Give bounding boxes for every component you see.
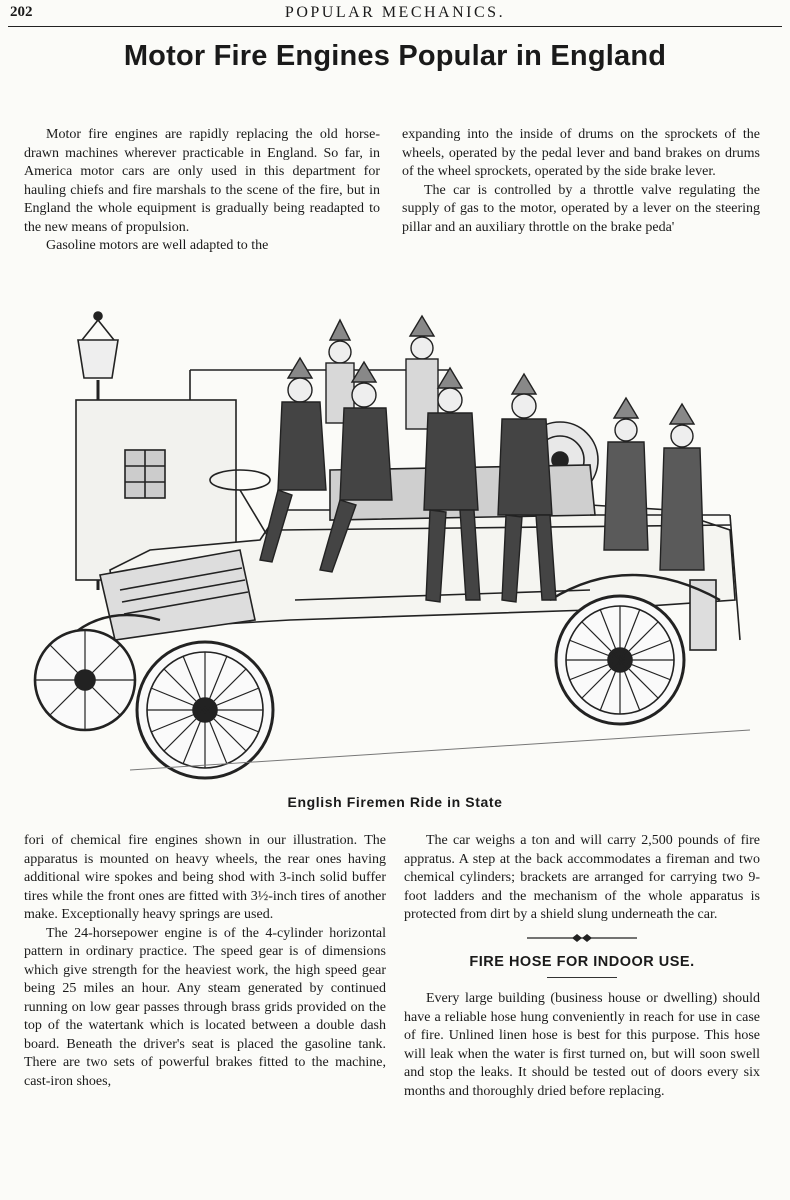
paragraph: The 24-horsepower engine is of the 4-cylinder horizontal pattern in ordinary practice. The speed gear is of dimensions which give strength for the heaviest work, the high speed gear being 25 miles an hour. Any steam generated by continued running on low gear passes through brass grids provided on the top of the watertank which is located between a double dash board. Beneath the driver's seat is placed the gasoline tank. There are two sets of powerful brakes fitted to the machine, cast-iron shoes, <box>24 925 386 1089</box>
figure-caption: English Firemen Ride in State <box>287 794 503 810</box>
paragraph: Gasoline motors are well adapted to the <box>46 238 269 253</box>
left-column-bottom <box>24 832 386 1091</box>
page-number: 202 <box>10 4 33 20</box>
paragraph: fori of chemical fire engines shown in our illustration. The apparatus is mounted on heavy wheels, the rear ones having additional wire spokes and being shod with 3-inch solid buffer tires while the front ones are fitted with 3½-inch tires of another make. Exceptionally heavy springs are used. <box>24 833 386 922</box>
right-column-top <box>402 126 760 237</box>
ornament-divider <box>527 933 637 943</box>
left-column-top <box>24 126 380 256</box>
right-column-bottom <box>404 832 760 1101</box>
heading-rule <box>547 977 617 978</box>
fire-engine-illustration <box>30 300 760 780</box>
paragraph: expanding into the inside of drums on the sprockets of the wheels, operated by the pedal lever and band brakes on drums of the wheel sprockets, operated by the side brake lever. <box>402 127 760 179</box>
header-rule <box>8 26 782 27</box>
running-head: POPULAR MECHANICS. <box>284 4 506 21</box>
paragraph: The car weighs a ton and will carry 2,500 pounds of fire appratus. A step at the back accommodates a fireman and two chemical cylinders; brackets are arranged for carrying two 9-foot ladders and the mechanism of the whole apparatus is protected from dirt by a shield slung underneath the car. <box>404 833 760 922</box>
paragraph: The car is controlled by a throttle valve regulating the supply of gas to the motor, operated by a lever on the steering pillar and an auxiliary throttle on the brake peda' <box>402 182 760 235</box>
paragraph: Motor fire engines are rapidly replacing the old horse-drawn machines wherever practicable in England. So far, in America motor cars are only used in this department for hauling chiefs and fire marshals to the scene of the fire, but in England the whole equipment is gradually being readapted to the new means of propulsion. <box>24 127 380 235</box>
article-title: Motor Fire Engines Popular in England <box>123 40 667 72</box>
paragraph: Every large building (business house or dwelling) should have a reliable hose hung conveniently in reach for use in case of fire. Unlined linen hose is best for this purpose. This hose will leak when the water is first turned on, but will soon swell and stop the leaks. It should be tested out of doors every six months and thoroughly dried before replacing. <box>404 991 760 1099</box>
section-heading: FIRE HOSE FOR INDOOR USE. <box>469 953 695 970</box>
